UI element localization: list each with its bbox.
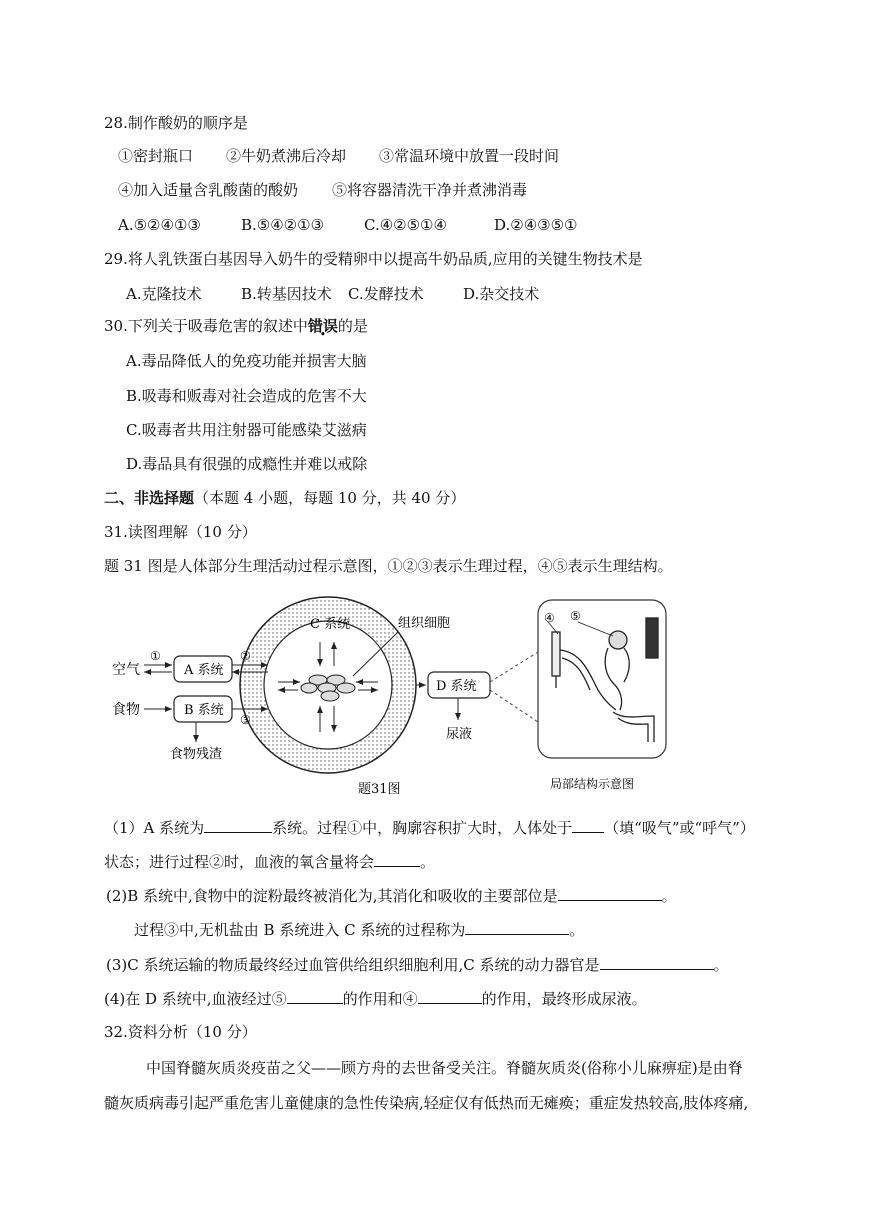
- q30-option-b: B.吸毒和贩毒对社会造成的危害不大: [126, 387, 367, 405]
- q31-sub1-blank-2[interactable]: [572, 818, 604, 833]
- q29-stem: 29.将人乳铁蛋白基因导入奶牛的受精卵中以提高牛奶品质,应用的关键生物技术是: [104, 250, 643, 268]
- q31-sub2-line1: [106, 886, 677, 906]
- q31-sub1-blank-1[interactable]: [204, 818, 272, 833]
- q31-sub1-text-b: 系统。过程①中，胸廓容积扩大时，人体处于: [272, 819, 573, 837]
- q30-option-a: A.毒品降低人的免疫功能并损害大脑: [126, 352, 367, 370]
- q31-sub4-line: [104, 989, 647, 1009]
- inset-caption: 局部结构示意图: [550, 777, 635, 791]
- food-label: 食物: [112, 702, 140, 718]
- q31-sub2-blank-1[interactable]: [558, 886, 662, 901]
- q28-item-5: ⑤将容器清洗干净并煮沸消毒: [332, 181, 528, 199]
- q31-sub1-text-d: 状态；进行过程②时，血液的氧含量将会: [104, 853, 375, 871]
- section2-note: （本题 4 小题，每题 10 分，共 40 分）: [194, 489, 466, 507]
- q28-item-1: ①密封瓶口: [118, 147, 194, 165]
- air-label: 空气: [112, 662, 140, 678]
- q31-sub3-text-a: (3)C 系统运输的物质最终经过血管供给组织细胞利用,C 系统的动力器官是: [106, 956, 600, 974]
- q30-stem: [104, 316, 368, 336]
- q31-sub3-line: [106, 955, 729, 975]
- process-2-label: ②: [240, 649, 251, 663]
- q28-option-d: D.②④③⑤①: [494, 216, 578, 234]
- q28-item-3: ③常温环境中放置一段时间: [379, 147, 560, 165]
- q31-sub4-blank-1[interactable]: [287, 989, 343, 1004]
- q32-stem: 32.资料分析（10 分）: [104, 1023, 257, 1041]
- figure-caption: 题31图: [358, 782, 401, 797]
- q31-sub1-blank-3[interactable]: [374, 852, 420, 867]
- q30-stem-post: 的是: [337, 317, 368, 335]
- q31-sub2-blank-2[interactable]: [465, 920, 569, 935]
- process-3-label: ③: [240, 713, 251, 727]
- q32-paragraph-line2: 髓灰质病毒引起严重危害儿童健康的急性传染病,轻症仅有低热而无瘫痪；重症发热较高,肢体疼痛,: [104, 1094, 749, 1112]
- q28-option-a: A.⑤②④①③: [118, 216, 201, 234]
- q31-sub2-text-d: 。: [569, 921, 585, 939]
- q32-paragraph-line1: 中国脊髓灰质炎疫苗之父——顾方舟的去世备受关注。脊髓灰质炎(俗称小儿麻痹症)是由脊: [146, 1059, 743, 1077]
- feces-label: 食物残渣: [170, 747, 223, 762]
- section2-heading: [104, 488, 465, 508]
- c-system-label: C 系统: [310, 617, 351, 632]
- q29-option-b: B.转基因技术: [241, 285, 332, 303]
- q31-sub4-text-a: (4)在 D 系统中,血液经过⑤: [104, 990, 287, 1008]
- q28-option-c: C.④②⑤①④: [364, 216, 447, 234]
- q30-option-d: D.毒品具有很强的成瘾性并难以戒除: [126, 455, 368, 473]
- q31-sub2-line2: [134, 920, 584, 940]
- q28-option-b: B.⑤④②①③: [241, 216, 325, 234]
- section2-title: 二、非选择题: [104, 489, 195, 507]
- q31-sub3-blank[interactable]: [600, 955, 714, 970]
- q31-sub1-text-e: 。: [420, 853, 436, 871]
- q31-sub1-text-a: （1）A 系统为: [104, 819, 205, 837]
- a-system-label: A 系统: [184, 663, 224, 678]
- q31-sub1-line1: [104, 818, 755, 838]
- tissue-label: 组织细胞: [398, 616, 451, 631]
- q31-sub2-text-b: 。: [661, 887, 677, 905]
- q31-sub2-text-a: (2)B 系统中,食物中的淀粉最终被消化为,其消化和吸收的主要部位是: [106, 887, 558, 905]
- q31-sub4-text-c: 的作用，最终形成尿液。: [481, 990, 647, 1008]
- structure-5-label: ⑤: [570, 609, 581, 623]
- b-system-label: B 系统: [184, 703, 224, 718]
- q30-option-c: C.吸毒者共用注射器可能感染艾滋病: [126, 421, 367, 439]
- q29-option-a: A.克隆技术: [126, 285, 202, 303]
- urine-label: 尿液: [446, 727, 473, 742]
- q31-sub1-text-c: （填“吸气”或“呼气”）: [604, 819, 755, 837]
- q28-stem: 28.制作酸奶的顺序是: [104, 114, 248, 132]
- q30-stem-emphasis: 错误: [307, 317, 338, 335]
- q31-sub4-blank-2[interactable]: [418, 989, 482, 1004]
- q28-item-4: ④加入适量含乳酸菌的酸奶: [118, 181, 299, 199]
- q31-sub4-text-b: 的作用和④: [342, 990, 418, 1008]
- q29-option-d: D.杂交技术: [463, 285, 540, 303]
- q31-figure: [108, 592, 678, 807]
- q31-sub3-text-b: 。: [713, 956, 729, 974]
- d-system-label: D 系统: [436, 679, 477, 694]
- q31-intro: 题 31 图是人体部分生理活动过程示意图，①②③表示生理过程，④⑤表示生理结构。: [104, 557, 673, 575]
- q31-sub1-line2: [104, 852, 435, 872]
- process-1-label: ①: [150, 649, 161, 663]
- q31-stem: 31.读图理解（10 分）: [104, 523, 257, 541]
- q29-option-c: C.发酵技术: [348, 285, 424, 303]
- q30-stem-pre: 30.下列关于吸毒危害的叙述中: [104, 317, 308, 335]
- q28-item-2: ②牛奶煮沸后冷却: [226, 147, 347, 165]
- q31-sub2-text-c: 过程③中,无机盐由 B 系统进入 C 系统的过程称为: [134, 921, 466, 939]
- structure-4-label: ④: [544, 611, 555, 625]
